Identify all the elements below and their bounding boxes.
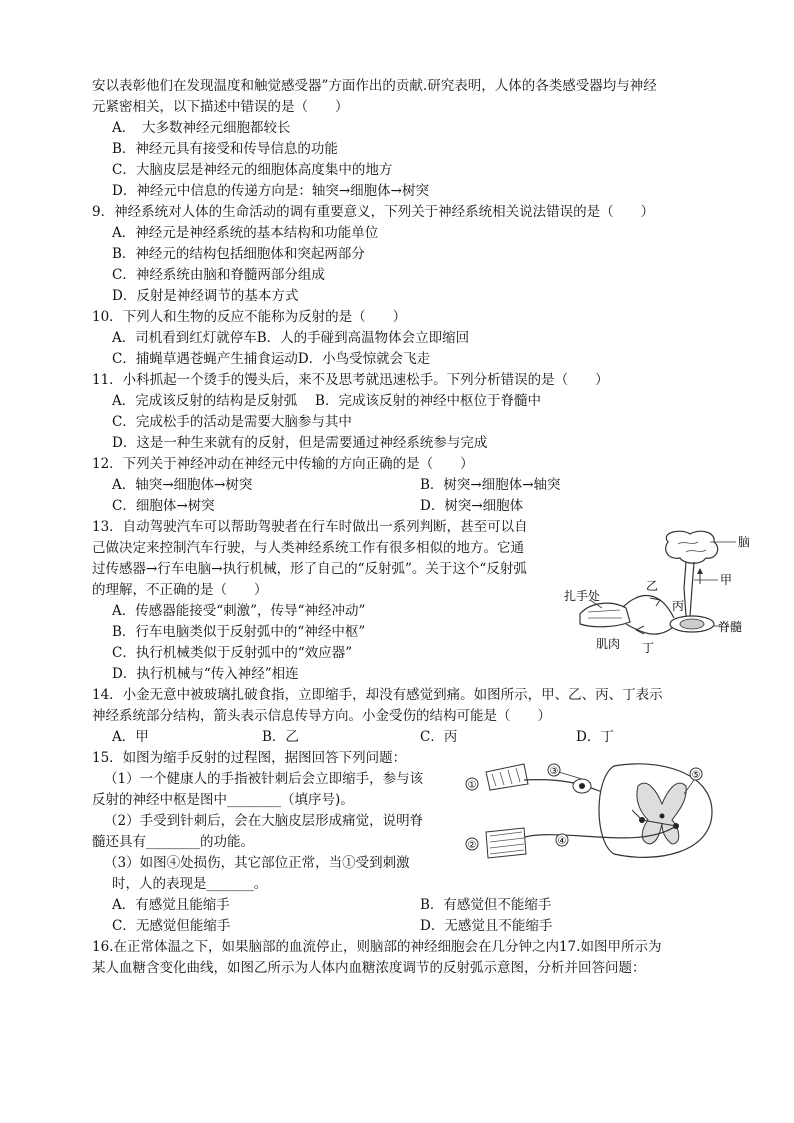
q12-option-a: A．轴突→细胞体→树突 <box>112 477 253 493</box>
q10-row-2: C．捕蝇草遇苍蝇产生捕食运动D．小鸟受惊就会飞走 <box>112 351 431 367</box>
intro-option-b: B．神经元具有接受和传导信息的功能 <box>112 141 338 157</box>
q16-line-2: 某人血糖含变化曲线，如图乙所示为人体内血糖浓度调节的反射弧示意图，分析并回答问题： <box>92 960 646 976</box>
intro-option-a: A． 大多数神经元细胞都较长 <box>112 120 291 136</box>
label-5: ⑤ <box>691 770 701 781</box>
brain-shape <box>666 531 718 563</box>
afferent-arrow <box>650 598 660 606</box>
q14-line-1: 14．小金无意中被玻璃扎破食指，立即缩手，却没有感觉到痛。如图所示，甲、乙、丙、丁表示 <box>92 687 663 703</box>
q15-option-a: A．有感觉且能缩手 <box>112 897 230 913</box>
label-spine: 脊髓 <box>718 620 743 634</box>
q15-part-1a: （1）一个健康人的手指被针刺后会立即缩手，参与该 <box>104 771 424 787</box>
q12-stem: 12．下列关于神经冲动在神经元中传输的方向正确的是（ ） <box>92 456 474 472</box>
label-brain: 脑 <box>738 535 750 549</box>
q15-part-2a: （2）手受到针刺后，会在大脑皮层形成痛觉，说明脊 <box>104 813 424 829</box>
q11-stem: 11．小科抓起一个烫手的馒头后，来不及思考就迅速松手。下列分析错误的是（ ） <box>92 372 609 388</box>
spinal-gray-matter <box>680 619 704 629</box>
intro-line-2: 元紧密相关，以下描述中错误的是（ ） <box>92 99 349 115</box>
q14-line-2: 神经系统部分结构，箭头表示信息传导方向。小金受伤的结构可能是（ ） <box>92 708 551 724</box>
intro-option-c: C．大脑皮层是神经元的细胞体高度集中的地方 <box>112 162 393 178</box>
q9-option-d: D．反射是神经调节的基本方式 <box>112 288 299 304</box>
q15-option-b: B．有感觉但不能缩手 <box>420 897 552 913</box>
q14-option-d: D．丁 <box>576 729 614 745</box>
label-1: ① <box>467 780 477 791</box>
q13-option-b: B．行车电脑类似于反射弧中的“神经中枢” <box>112 624 366 640</box>
q15-part-2b: 髓还具有________的功能。 <box>92 834 254 850</box>
q12-option-b: B．树突→细胞体→轴突 <box>420 477 561 493</box>
arrow-up-head <box>697 568 703 574</box>
reflex-arc-figure <box>560 528 750 658</box>
ganglion-nucleus <box>579 783 585 789</box>
label-3: ③ <box>549 766 559 777</box>
q11-row-1: A．完成该反射的结构是反射弧 B．完成该反射的神经中枢位于脊髓中 <box>112 393 541 409</box>
q9-stem: 9．神经系统对人体的生命活动的调有重要意义，下列关于神经系统相关说法错误的是（ ） <box>92 204 655 220</box>
intro-line-1: 安以表彰他们在发现温度和触觉感受器”方面作出的贡献.研究表明，人体的各类感受器均与神经 <box>92 78 657 94</box>
q14-option-c: C．丙 <box>420 729 458 745</box>
q16-line-1: 16.在正常体温之下，如果脑部的血流停止，则脑部的神经细胞会在几分钟之内17.如图甲所示为 <box>92 939 662 955</box>
q12-option-d: D．树突→细胞体 <box>420 498 524 514</box>
intro-option-d: D．神经元中信息的传递方向是：轴突→细胞体→树突 <box>112 183 429 199</box>
q13-option-a: A．传感器能接受“刺激”，传导“神经冲动” <box>112 603 366 619</box>
q10-stem: 10．下列人和生物的反应不能称为反射的是（ ） <box>92 309 407 325</box>
q14-option-a: A．甲 <box>112 729 149 745</box>
q11-row-2: C．完成松手的活动是需要大脑参与其中 <box>112 414 352 430</box>
q9-option-b: B．神经元的结构包括细胞体和突起两部分 <box>112 246 365 262</box>
q14-option-b: B．乙 <box>262 729 299 745</box>
label-2: ② <box>467 840 477 851</box>
hand-muscle-shape <box>580 603 630 627</box>
q11-row-3: D．这是一种生来就有的反射，但是需要通过神经系统参与完成 <box>112 435 488 451</box>
q13-line-4: 的理解，不正确的是（ ） <box>92 582 268 598</box>
label-4: ④ <box>557 836 567 847</box>
q15-stem: 15．如图为缩手反射的过程图，据图回答下列问题： <box>92 750 407 766</box>
q15-option-c: C．无感觉但能缩手 <box>112 918 231 934</box>
q13-line-3: 过传感器→行车电脑→执行机械，形了自己的“反射弧”。关于这个“反射弧 <box>92 561 527 577</box>
label-muscle: 肌肉 <box>596 637 621 651</box>
q15-option-d: D．无感觉且不能缩手 <box>420 918 553 934</box>
q9-option-c: C．神经系统由脑和脊髓两部分组成 <box>112 267 325 283</box>
label-jia: 甲 <box>720 573 733 587</box>
q15-part-3b: 时，人的表现是_______。 <box>112 876 268 892</box>
efferent-nerve <box>626 624 672 634</box>
label-ding: 丁 <box>642 641 655 655</box>
q15-part-3a: （3）如图④处损伤，其它部位正常，当①受到刺激 <box>104 855 410 871</box>
q15-part-1b: 反射的神经中枢是图中________（填序号)。 <box>92 792 354 808</box>
q9-option-a: A．神经元是神经系统的基本结构和功能单位 <box>112 225 379 241</box>
label-yi: 乙 <box>646 579 659 593</box>
ascending-tract <box>690 562 694 616</box>
descending-tract <box>684 562 686 616</box>
q13-line-1: 13．自动驾驶汽车可以帮助驾驶者在行车时做出一系列判断，甚至可以自 <box>92 519 528 535</box>
withdrawal-reflex-figure <box>462 758 726 864</box>
q13-option-d: D．执行机械与“传入神经”相连 <box>112 666 299 682</box>
afferent-nerve <box>622 596 674 618</box>
q13-line-2: 己做决定来控制汽车行驶，与人类神经系统工作有很多相似的地方。它通 <box>92 540 524 556</box>
central-canal <box>660 814 665 819</box>
q10-row-1: A．司机看到红灯就停车B．人的手碰到高温物体会立即缩回 <box>112 330 470 346</box>
label-bing: 丙 <box>672 599 685 613</box>
q13-option-c: C．执行机械类似于反射弧中的“效应器” <box>112 645 353 661</box>
label-stab-site: 扎手处 <box>564 589 601 603</box>
q12-option-c: C．细胞体→树突 <box>112 498 215 514</box>
